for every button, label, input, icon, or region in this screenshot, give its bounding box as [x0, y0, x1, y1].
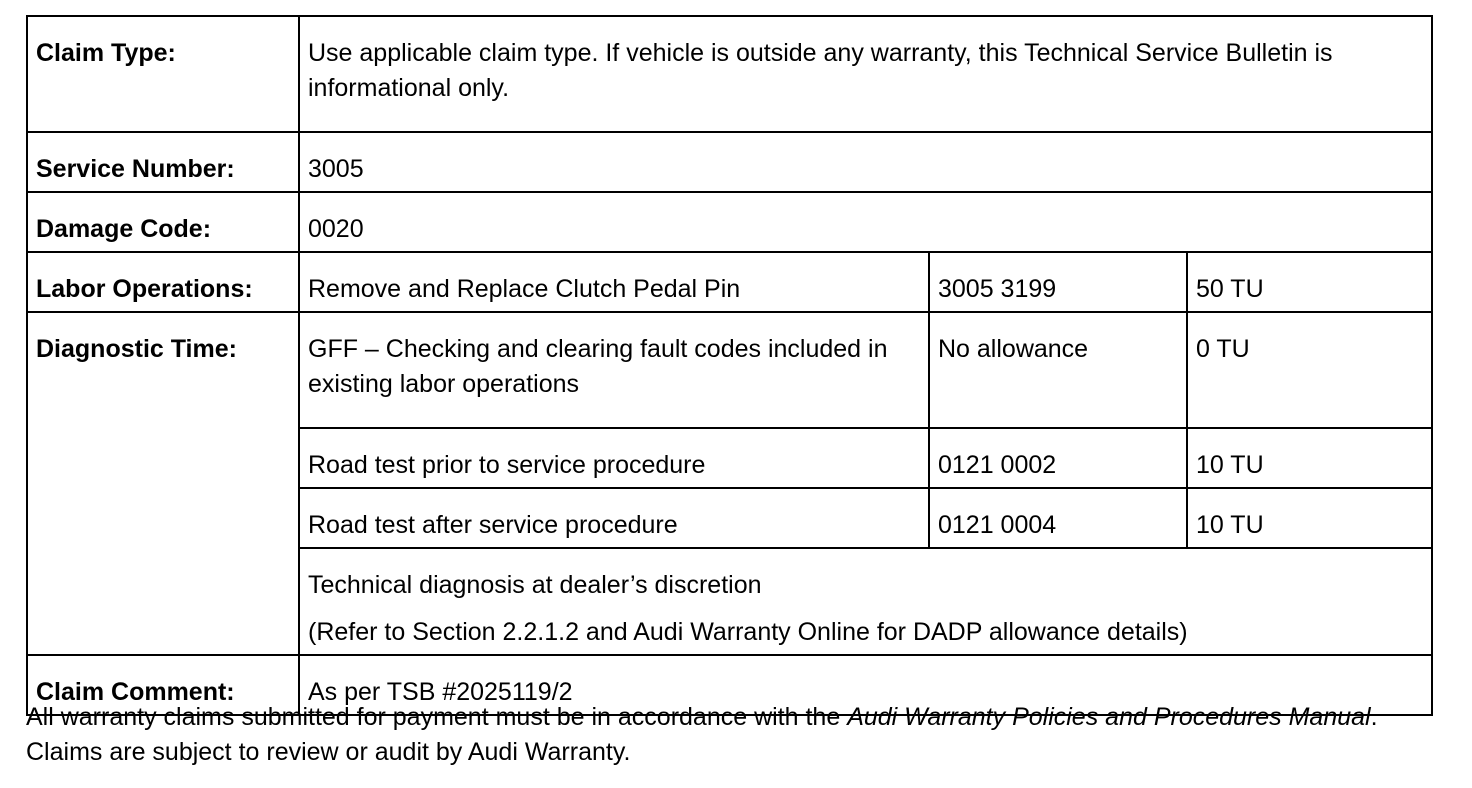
footnote-manual-title: Audi Warranty Policies and Procedures Manual [847, 703, 1371, 731]
diagnostic-code: 0121 0004 [929, 488, 1187, 548]
claim-comment-label: Claim Comment: [27, 655, 299, 715]
warranty-claim-table-container [26, 15, 1433, 716]
labor-operation-description: Remove and Replace Clutch Pedal Pin [299, 252, 929, 312]
diagnostic-note [299, 548, 1432, 655]
footnote-text-after: . Claims are subject to review or audit by Audi Warranty. [26, 703, 1378, 766]
diagnostic-time: 10 TU [1187, 488, 1432, 548]
row-service-number [27, 132, 1432, 192]
service-number-label: Service Number: [27, 132, 299, 192]
damage-code-value: 0020 [299, 192, 1432, 252]
diagnostic-note-line-2: (Refer to Section 2.2.1.2 and Audi Warranty Online for DADP allowance details) [308, 618, 1188, 646]
claim-type-value: Use applicable claim type. If vehicle is outside any warranty, this Technical Service Bulletin is informational only. [299, 16, 1432, 132]
diagnostic-note-line-1: Technical diagnosis at dealer’s discretion [308, 571, 762, 599]
warranty-claim-table [26, 15, 1433, 716]
claim-comment-value: As per TSB #2025119/2 [299, 655, 1432, 715]
diagnostic-description: GFF – Checking and clearing fault codes included in existing labor operations [299, 312, 929, 428]
claim-type-label: Claim Type: [27, 16, 299, 132]
diagnostic-code: 0121 0002 [929, 428, 1187, 488]
diagnostic-code: No allowance [929, 312, 1187, 428]
service-number-value: 3005 [299, 132, 1432, 192]
labor-operation-time: 50 TU [1187, 252, 1432, 312]
diagnostic-time: 10 TU [1187, 428, 1432, 488]
damage-code-label: Damage Code: [27, 192, 299, 252]
row-diagnostic-time-1 [27, 312, 1432, 428]
row-claim-type [27, 16, 1432, 132]
labor-operation-code: 3005 3199 [929, 252, 1187, 312]
labor-operations-label: Labor Operations: [27, 252, 299, 312]
diagnostic-description: Road test after service procedure [299, 488, 929, 548]
row-damage-code [27, 192, 1432, 252]
row-labor-operations [27, 252, 1432, 312]
footnote-text-before: All warranty claims submitted for payment must be in accordance with the [26, 703, 848, 731]
warranty-footnote [26, 700, 1446, 770]
diagnostic-description: Road test prior to service procedure [299, 428, 929, 488]
diagnostic-time-label: Diagnostic Time: [27, 312, 299, 655]
diagnostic-time: 0 TU [1187, 312, 1432, 428]
